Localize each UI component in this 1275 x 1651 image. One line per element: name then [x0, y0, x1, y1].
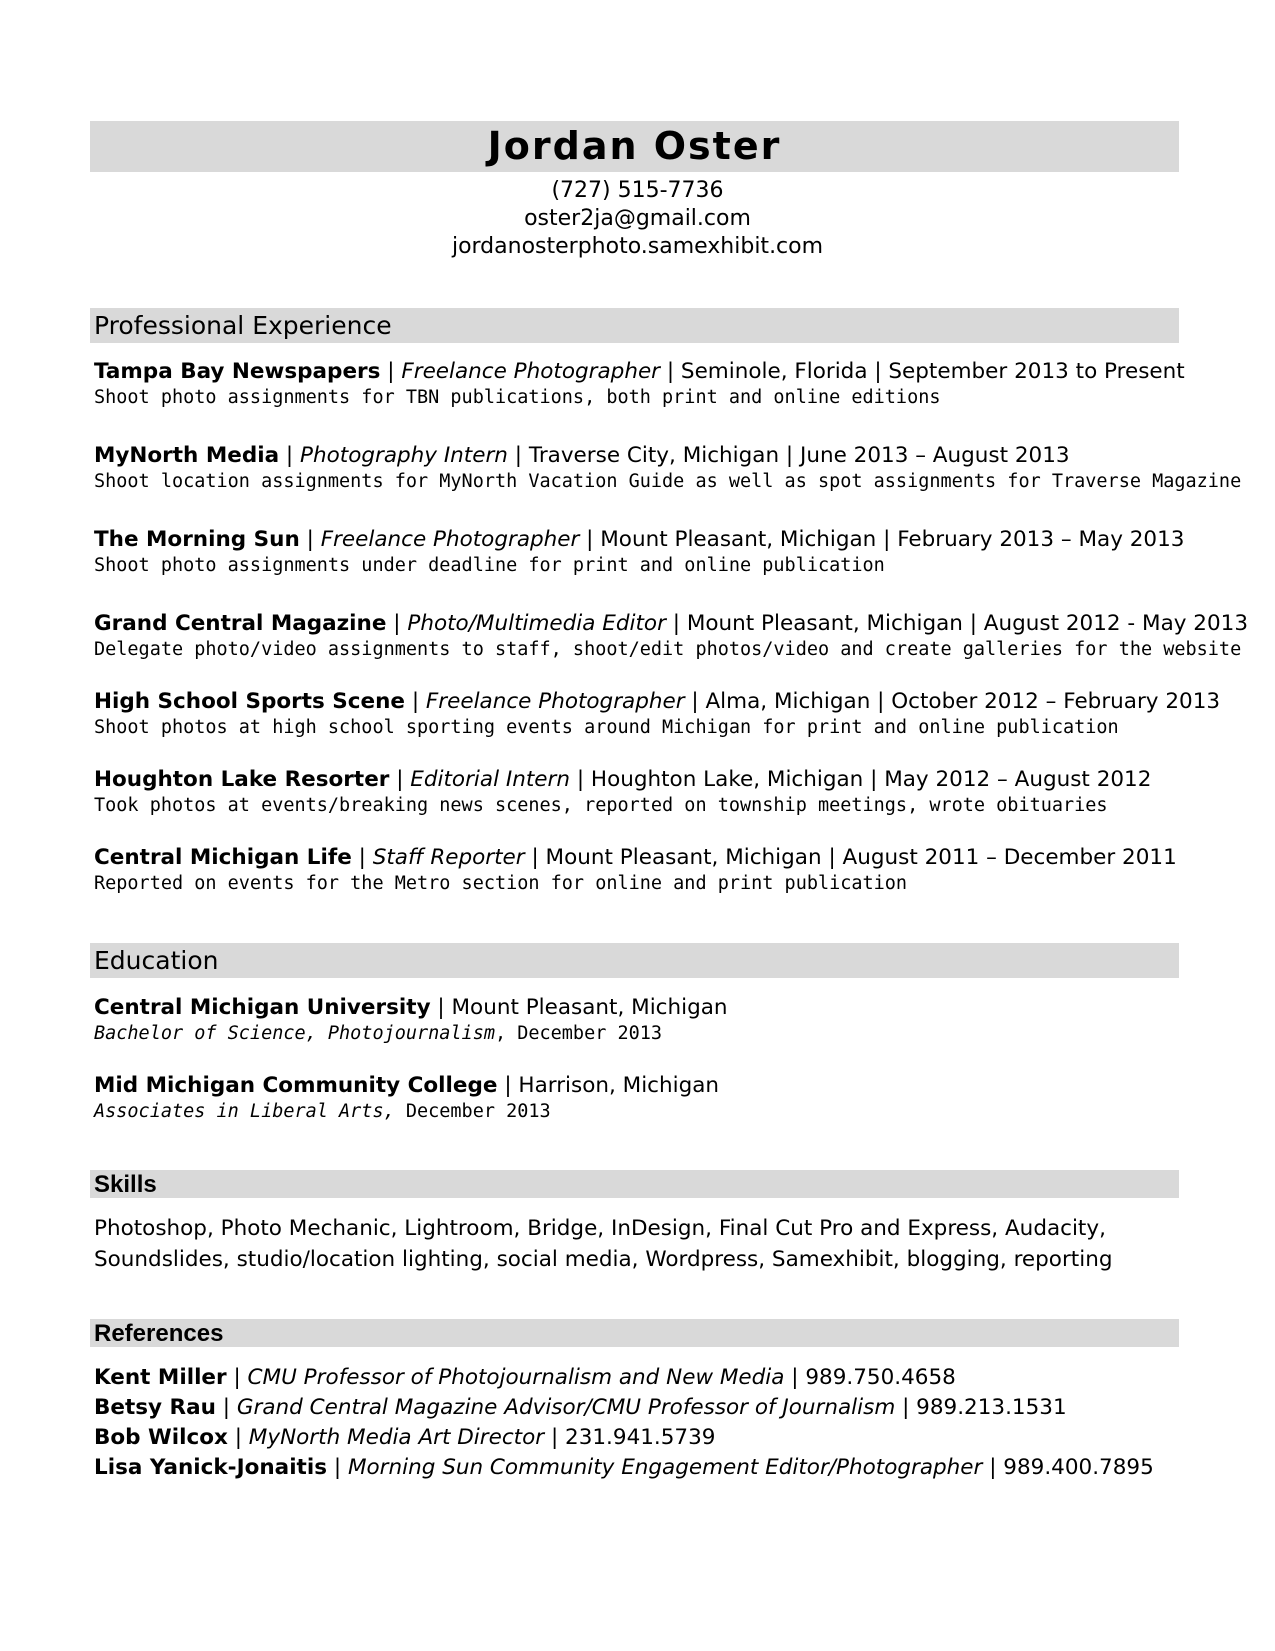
- reference-phone: | 989.213.1531: [895, 1395, 1067, 1420]
- job-title: Editorial Intern: [410, 767, 570, 792]
- job-title: Staff Reporter: [372, 845, 525, 870]
- degree-date: December 2013: [394, 1101, 551, 1122]
- contact-block: [0, 177, 1275, 261]
- reference-name: Bob Wilcox: [94, 1425, 228, 1450]
- experience-heading: Grand Central Magazine | Photo/Multimedia Editor | Mount Pleasant, Michigan | August 2012 - May 2013: [94, 611, 1249, 636]
- job-location-dates: | Mount Pleasant, Michigan | August 2011 – December 2011: [524, 845, 1177, 870]
- experience-description: Shoot photos at high school sporting events around Michigan for print and online publication: [94, 717, 1119, 738]
- education-heading: [94, 1072, 719, 1100]
- portfolio-website: jordanosterphoto.samexhibit.com: [451, 234, 824, 259]
- job-title: Photography Intern: [300, 443, 508, 468]
- phone-number: (727) 515-7736: [551, 178, 724, 203]
- experience-description: Shoot location assignments for MyNorth Vacation Guide as well as spot assignments for Traverse Magazine: [94, 471, 1242, 492]
- reference-title: Morning Sun Community Engagement Editor/Photographer: [347, 1455, 983, 1480]
- experience-description: Reported on events for the Metro section for online and print publication: [94, 873, 908, 894]
- skills-section-bar: [90, 1170, 1179, 1198]
- references-section-bar: [90, 1319, 1179, 1347]
- experience-heading: Central Michigan Life | Staff Reporter | Mount Pleasant, Michigan | August 2011 – December 2011: [94, 845, 1177, 870]
- education-degree-line: [94, 1101, 551, 1123]
- job-location-dates: | Seminole, Florida | September 2013 to Present: [660, 359, 1185, 384]
- experience-heading: MyNorth Media | Photography Intern | Traverse City, Michigan | June 2013 – August 2013: [94, 443, 1070, 468]
- employer: Houghton Lake Resorter: [94, 767, 390, 792]
- references-section-title: References: [94, 1320, 224, 1347]
- job-location-dates: | Alma, Michigan | October 2012 – February 2013: [684, 689, 1221, 714]
- reference-name: Kent Miller: [94, 1365, 227, 1390]
- job-location-dates: | Houghton Lake, Michigan | May 2012 – August 2012: [569, 767, 1152, 792]
- job-location-dates: | Mount Pleasant, Michigan | August 2012 - May 2013: [665, 611, 1249, 636]
- reference-phone: | 231.941.5739: [550, 1425, 716, 1450]
- reference-entry: Lisa Yanick-Jonaitis | Morning Sun Community Engagement Editor/Photographer | 989.400.7895: [94, 1455, 1154, 1480]
- job-title: Freelance Photographer: [320, 527, 580, 552]
- degree: Bachelor of Science, Photojournalism: [94, 1023, 495, 1044]
- employer: Central Michigan Life: [94, 845, 352, 870]
- employer: Tampa Bay Newspapers: [94, 359, 381, 384]
- experience-heading: The Morning Sun | Freelance Photographer | Mount Pleasant, Michigan | February 2013 – May 2013: [94, 527, 1185, 552]
- experience-heading: Houghton Lake Resorter | Editorial Intern | Houghton Lake, Michigan | May 2012 – August 2012: [94, 767, 1152, 792]
- reference-name: Betsy Rau: [94, 1395, 216, 1420]
- employer: High School Sports Scene: [94, 689, 405, 714]
- experience-description: Took photos at events/breaking news scenes, reported on township meetings, wrote obituaries: [94, 795, 1108, 816]
- reference-name: Lisa Yanick-Jonaitis: [94, 1455, 328, 1480]
- degree-date: , December 2013: [494, 1023, 663, 1044]
- reference-title: MyNorth Media Art Director: [248, 1425, 551, 1450]
- reference-phone: | 989.750.4658: [784, 1365, 956, 1390]
- employer: The Morning Sun: [94, 527, 300, 552]
- education-section-title: Education: [94, 946, 219, 975]
- job-title: Freelance Photographer: [401, 359, 661, 384]
- employer: Grand Central Magazine: [94, 611, 387, 636]
- experience-section-bar: [90, 308, 1179, 343]
- reference-entry: Kent Miller | CMU Professor of Photojournalism and New Media | 989.750.4658: [94, 1365, 956, 1390]
- experience-section-title: Professional Experience: [94, 311, 392, 340]
- job-location-dates: | Traverse City, Michigan | June 2013 – August 2013: [507, 443, 1070, 468]
- candidate-name: Jordan Oster: [487, 124, 782, 168]
- name-header-bar: [90, 121, 1179, 172]
- experience-description: Shoot photo assignments for TBN publications, both print and online editions: [94, 387, 941, 408]
- skills-section-title: Skills: [94, 1171, 157, 1198]
- job-title: Photo/Multimedia Editor: [407, 611, 666, 636]
- employer: MyNorth Media: [94, 443, 280, 468]
- reference-title: Grand Central Magazine Advisor/CMU Professor of Journalism: [236, 1395, 896, 1420]
- reference-title: CMU Professor of Photojournalism and New Media: [247, 1365, 785, 1390]
- experience-description: Shoot photo assignments under deadline for print and online publication: [94, 555, 885, 576]
- job-location-dates: | Mount Pleasant, Michigan | February 2013 – May 2013: [579, 527, 1185, 552]
- school-location: | Mount Pleasant, Michigan: [430, 995, 728, 1020]
- school-name: Mid Michigan Community College: [94, 1073, 498, 1098]
- school-location: | Harrison, Michigan: [497, 1073, 720, 1098]
- skills-list: Photoshop, Photo Mechanic, Lightroom, Bridge, InDesign, Final Cut Pro and Express, Audacity, Soundslides, studio/location lighting, social media, Wordpress, Samexhibit, blogging, reporting: [94, 1216, 1113, 1272]
- reference-phone: | 989.400.7895: [982, 1455, 1154, 1480]
- job-title: Freelance Photographer: [425, 689, 685, 714]
- degree: Associates in Liberal Arts,: [94, 1101, 395, 1122]
- education-section-bar: [90, 943, 1179, 978]
- email-address: oster2ja@gmail.com: [524, 206, 751, 231]
- school-name: Central Michigan University: [94, 995, 431, 1020]
- experience-heading: High School Sports Scene | Freelance Photographer | Alma, Michigan | October 2012 – February 2013: [94, 689, 1221, 714]
- reference-entry: Bob Wilcox | MyNorth Media Art Director | 231.941.5739: [94, 1425, 716, 1450]
- education-heading: [94, 994, 728, 1022]
- experience-description: Delegate photo/video assignments to staff, shoot/edit photos/video and create galleries for the website: [94, 639, 1242, 660]
- education-degree-line: [94, 1023, 662, 1045]
- experience-heading: Tampa Bay Newspapers | Freelance Photographer | Seminole, Florida | September 2013 to Present: [94, 359, 1185, 384]
- reference-entry: Betsy Rau | Grand Central Magazine Advisor/CMU Professor of Journalism | 989.213.1531: [94, 1395, 1067, 1420]
